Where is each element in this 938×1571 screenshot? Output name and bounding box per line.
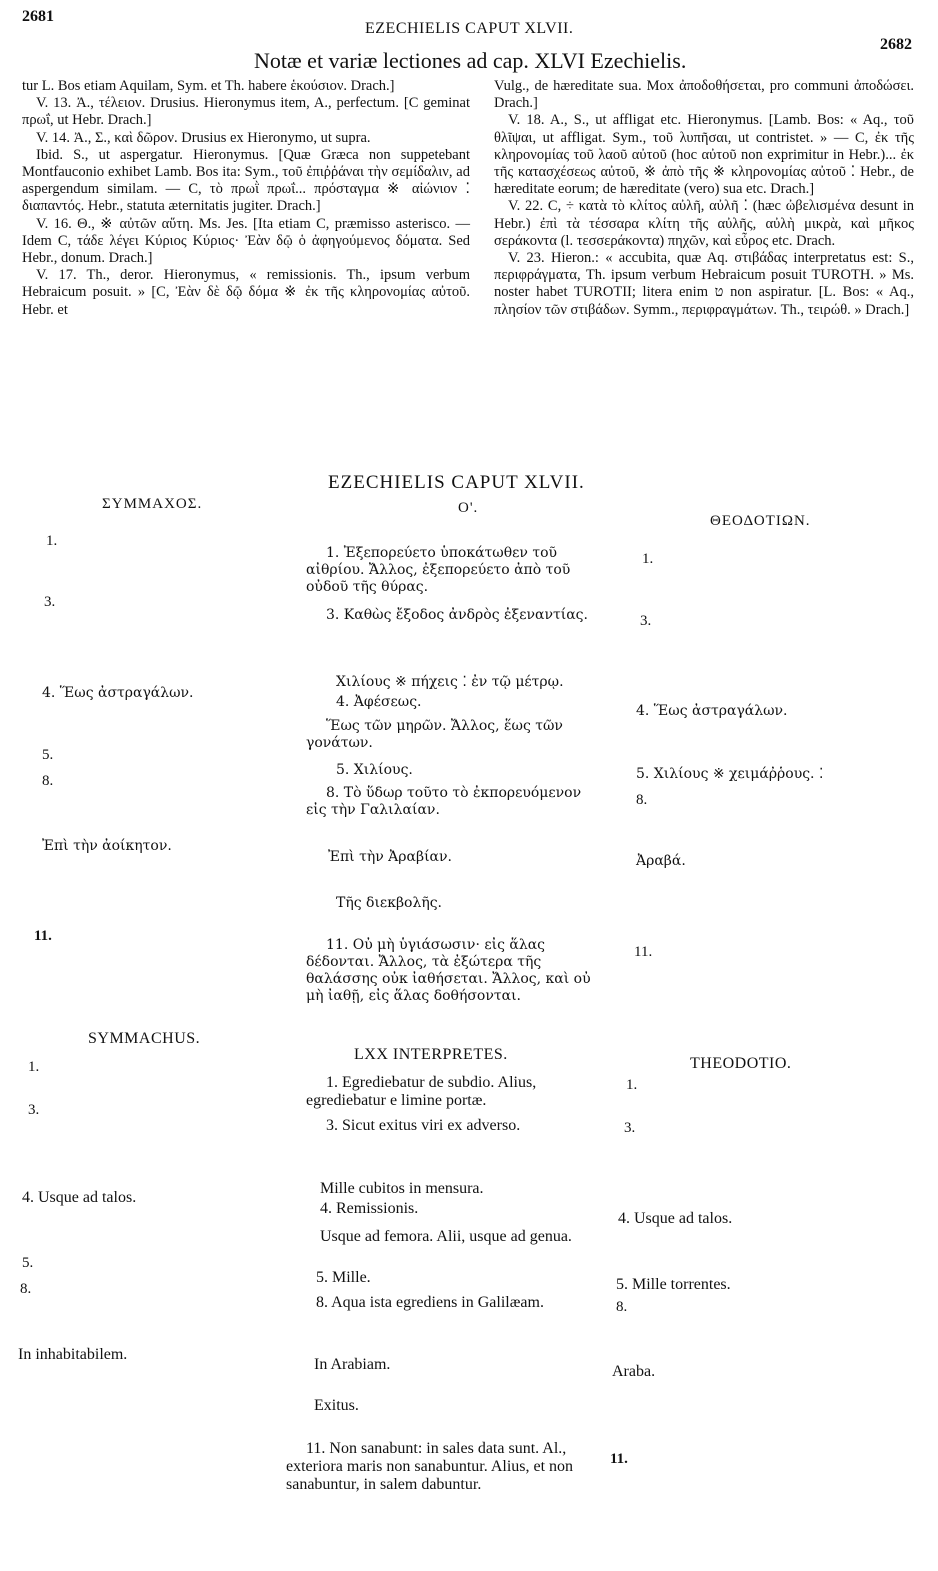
verse-number: 3. bbox=[640, 613, 652, 629]
verse-number: 11. bbox=[634, 944, 653, 960]
lxx-greek-verse: Τῆς διεκβολῆς. bbox=[336, 895, 443, 911]
lxx-greek-verse: 4. Ἀφέσεως. bbox=[336, 694, 422, 710]
verse-number: 1. bbox=[46, 533, 58, 549]
note-paragraph: Vulg., de hæreditate sua. Mox ἀποδοθήσεται, pro communi ἀποδώσει. Drach.] bbox=[494, 78, 914, 112]
lxx-greek-verse: Χιλίους ※ πήχεις ⁚ ἐν τῷ μέτρῳ. bbox=[336, 674, 564, 690]
lxx-latin-verse: Exitus. bbox=[314, 1397, 359, 1414]
note-paragraph: Ibid. S., ut aspergatur. Hieronymus. [Quæ Græca non suppetebant Montfauconio exhibet Lamb. Bos ita: Sym., τοῦ ἐπιῤῥάναι τὴν σεμίδαλιν, ad aspergendum similam. — C, τὸ πρωῒ πρωΐ... πρόσταγμα ※ αἰώνιον ⁚ διαπαντός. Hebr., statuta æternitatis jugiter. Drach.] bbox=[22, 146, 470, 215]
lxx-latin-verse: 5. Mille. bbox=[316, 1269, 371, 1286]
note-paragraph: tur L. Bos etiam Aquilam, Sym. et Th. habere ἑκούσιον. Drach.] bbox=[22, 78, 395, 94]
verse-number: 1. bbox=[626, 1077, 638, 1093]
verse-number: 1. bbox=[642, 551, 654, 567]
verse-number: 3. bbox=[624, 1120, 636, 1136]
page-number-left: 2681 bbox=[22, 8, 54, 25]
note-paragraph: V. 14. Ἀ., Σ., καὶ δῶρον. Drusius ex Hieronymo, ut supra. bbox=[36, 129, 371, 146]
symmachus-latin-verse: 4. Usque ad talos. bbox=[22, 1189, 137, 1206]
lxx-latin-verse: Mille cubitos in mensura. bbox=[320, 1180, 484, 1197]
theodotion-greek-verse: 5. Χιλίους ※ χειμάῤῥους. ⁚ bbox=[636, 766, 824, 782]
theodotio-latin-heading: THEODOTIO. bbox=[690, 1055, 792, 1072]
theodotion-greek-verse: Ἀραβά. bbox=[636, 853, 686, 869]
lxx-greek-verse: 5. Χιλίους. bbox=[336, 762, 413, 778]
note-paragraph: V. 18. A., S., ut affligat etc. Hieronymus. [Lamb. Bos: « Aq., τοῦ θλῖψαι, ut affligat. Sym., τοῦ λυπῆσαι, ut contristet. » — C, ἐκ τῆς κληρονομίας τοῦ λαοῦ αὐτοῦ (hoc αὐτοῦ non exprimitur in Hebr.)... ἐκ τῆς κατασχέσεως αὐτοῦ, ※ ἀπὸ τῆς ※ κληρονομίας αὐτοῦ ⁚ Hebr., de hæreditate eorum; de hæreditate (vero) sua etc. Drach.] bbox=[494, 112, 914, 198]
lxx-latin-verse: 1. Egrediebatur de subdio. Alius, egrediebatur e limine portæ. bbox=[306, 1074, 537, 1109]
lxx-latin-verse: 11. Non sanabunt: in sales data sunt. Al., exteriora maris non sanabuntur. Alius, et non sanabuntur, in salem dabuntur. bbox=[286, 1440, 574, 1493]
running-title: EZECHIELIS CAPUT XLVII. bbox=[365, 20, 574, 37]
verse-number: 1. bbox=[28, 1059, 40, 1075]
lxx-latin-verse: 3. Sicut exitus viri ex adverso. bbox=[326, 1117, 521, 1134]
verse-number: 8. bbox=[20, 1281, 32, 1297]
lxx-greek-verse: 3. Καθὼς ἔξοδος ἀνδρὸς ἐξεναντίας. bbox=[326, 607, 588, 623]
verse-number: 11. bbox=[610, 1451, 628, 1467]
lxx-greek-verse: 8. Τὸ ὕδωρ τοῦτο τὸ ἐκπορευόμενον εἰς τὴν Γαλιλαίαν. bbox=[306, 785, 582, 818]
lxx-latin-heading: LXX INTERPRETES. bbox=[354, 1046, 508, 1063]
notes-left-column bbox=[22, 78, 470, 319]
symmachus-latin-heading: SYMMACHUS. bbox=[88, 1030, 201, 1047]
notes-right-column bbox=[494, 78, 914, 319]
theodotion-greek-heading: ΘΕΟΔΟΤΙΩΝ. bbox=[710, 513, 811, 529]
verse-number: 11. bbox=[34, 928, 52, 944]
verse-number: 5. bbox=[42, 747, 54, 763]
lxx-greek-verse: Ἐπὶ τὴν Ἀραβίαν. bbox=[328, 849, 452, 865]
note-paragraph: V. 23. Hieron.: « accubita, quæ Aq. στιβάδας interpretatus est: S., περιφράγματα, Th. ipsum verbum Hebraicum posuit TUROTH. » Ms. noster habet TUROTII; litera enim ט non aspiratur. [L. Bos: « Aq., πλησίον τῶν στιβάδων. Symm., περιφραγμάτων. Th., τειρώθ. » Drach.] bbox=[494, 250, 914, 318]
symmachus-greek-verse: 4. Ἕως ἀστραγάλων. bbox=[42, 685, 194, 701]
symmachus-latin-verse: In inhabitabilem. bbox=[18, 1346, 128, 1363]
verse-number: 3. bbox=[44, 594, 56, 610]
note-paragraph: V. 17. Th., deror. Hieronymus, « remissionis. Th., ipsum verbum Hebraicum posuit. » [C, Ἐὰν δὲ δῷ δόμα ※ ἐκ τῆς κληρονομίας αὐτοῦ. Hebr. et bbox=[22, 267, 470, 318]
theodotion-greek-verse: 4. Ἕως ἀστραγάλων. bbox=[636, 703, 788, 719]
verse-number: 5. bbox=[22, 1255, 34, 1271]
verse-number: 8. bbox=[636, 792, 648, 808]
verse-number: 8. bbox=[42, 773, 54, 789]
note-paragraph: V. 13. Ἀ., τέλειον. Drusius. Hieronymus item, A., perfectum. [C geminat πρωΐ, ut Hebr. Drach.] bbox=[22, 95, 470, 129]
theodotio-latin-verse: Araba. bbox=[612, 1363, 656, 1380]
symmachus-greek-verse: Ἐπὶ τὴν ἀοίκητον. bbox=[42, 838, 172, 854]
theodotio-latin-verse: 5. Mille torrentes. bbox=[616, 1276, 731, 1293]
lxx-latin-verse: 8. Aqua ista egrediens in Galilæam. bbox=[316, 1294, 544, 1311]
note-paragraph: V. 16. Θ., ※ αὐτῶν αὕτη. Ms. Jes. [Ita etiam C, præmisso asterisco. — Idem C, τάδε λέγει Κύριος Κύριος· Ἐὰν δῷ ὁ ἀφηγούμενος δόματα. Sed Hebr., donum. Drach.] bbox=[22, 215, 470, 267]
page-number-right: 2682 bbox=[880, 36, 912, 53]
lxx-latin-verse: 4. Remissionis. bbox=[320, 1200, 419, 1217]
notes-title: Notæ et variæ lectiones ad cap. XLVI Ezechielis. bbox=[254, 48, 687, 73]
theodotio-latin-verse: 4. Usque ad talos. bbox=[618, 1210, 733, 1227]
lxx-greek-heading: O'. bbox=[458, 500, 479, 516]
lxx-latin-verse: Usque ad femora. Alii, usque ad genua. bbox=[320, 1228, 572, 1245]
verse-number: 8. bbox=[616, 1299, 628, 1315]
lxx-greek-verse: 11. Οὐ μὴ ὑγιάσωσιν· εἰς ἅλας δέδονται. Ἄλλος, τὰ ἐξώτερα τῆς θαλάσσης οὐκ ἰαθήσεται. Ἄλλος, καὶ οὐ μὴ ἰαθῇ, εἰς ἅλας δοθήσονται. bbox=[306, 937, 591, 1004]
note-paragraph: V. 22. C, ÷ κατὰ τὸ κλίτος αὐλῆ, αὐλῆ ⁚ (hæc ὠβελισμένα desunt in Hebr.) ἐπὶ τὰ τέσσαρα κλίτη τῆς αὐλῆς, αὐλὴ μικρὰ, καὶ μῆκος σεράκοντα (l. τεσσεράκοντα) πηχῶν, καὶ εὖρος etc. Drach. bbox=[494, 198, 914, 249]
lxx-greek-verse: Ἕως τῶν μηρῶν. Ἄλλος, ἕως τῶν γονάτων. bbox=[306, 718, 563, 751]
lxx-latin-verse: In Arabiam. bbox=[314, 1356, 391, 1373]
verse-number: 3. bbox=[28, 1102, 40, 1118]
symmachus-greek-heading: ΣΥΜΜΑΧΟΣ. bbox=[102, 496, 203, 512]
chapter-title: EZECHIELIS CAPUT XLVII. bbox=[328, 472, 585, 493]
lxx-greek-verse: 1. Ἐξεπορεύετο ὑποκάτωθεν τοῦ αἰθρίου. Ἄλλος, ἐξεπορεύετο ἀπὸ τοῦ οὐδοῦ τῆς θύρας. bbox=[306, 545, 571, 595]
